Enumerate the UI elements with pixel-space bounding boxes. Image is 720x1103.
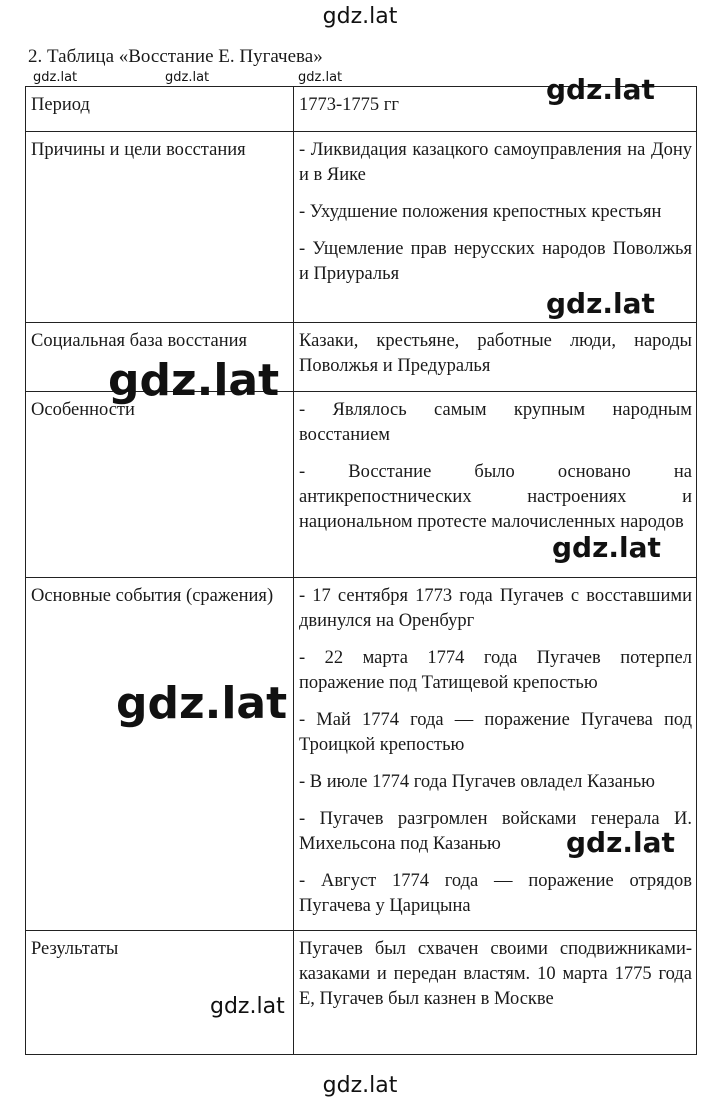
- row-item: - Август 1774 года — поражение отрядов Пугачева у Царицына: [299, 871, 692, 916]
- row-item: - 17 сентября 1773 года Пугачев с восставшими двинулся на Оренбург: [299, 586, 692, 631]
- uprising-table: [25, 86, 697, 1055]
- row-label: Причины и цели восстания: [26, 132, 294, 323]
- row-item: - Пугачев разгромлен войсками генерала И. Михельсона под Казанью: [299, 809, 692, 854]
- watermark-bottom: gdz.lat: [322, 1073, 398, 1098]
- watermark-small-2: gdz.lat: [165, 70, 210, 85]
- row-item: - В июле 1774 года Пугачев овладел Казанью: [299, 772, 655, 792]
- row-content: [294, 931, 697, 1055]
- watermark-large-2: gdz.lat: [546, 287, 655, 320]
- row-label: Особенности: [26, 392, 294, 578]
- row-content: [294, 323, 697, 392]
- row-item: - Ущемление прав нерусских народов Поволжья и Приуралья: [299, 239, 692, 284]
- row-item: - Май 1774 года — поражение Пугачева под Троицкой крепостью: [299, 710, 692, 755]
- row-label: Результаты: [26, 931, 294, 1055]
- row-item: - 22 марта 1774 года Пугачев потерпел поражение под Татищевой крепостью: [299, 648, 692, 693]
- watermark-large-6: gdz.lat: [566, 826, 675, 859]
- watermark-large-1: gdz.lat: [546, 73, 655, 106]
- table-caption: 2. Таблица «Восстание Е. Пугачева»: [28, 46, 323, 67]
- watermark-mid: gdz.lat: [210, 994, 285, 1019]
- watermark-large-4: gdz.lat: [552, 531, 661, 564]
- row-item: - Восстание было основано на антикрепостнических настроениях и национальном протесте малочисленных народов: [299, 462, 692, 532]
- watermark-small-1: gdz.lat: [33, 70, 78, 85]
- row-label: Основные события (сражения): [26, 578, 294, 931]
- row-item: 1773-1775 гг: [299, 95, 399, 115]
- row-item: - Ликвидация казацкого самоуправления на Дону и в Яике: [299, 140, 692, 185]
- watermark-small-3: gdz.lat: [298, 70, 343, 85]
- row-item: - Являлось самым крупным народным восстанием: [299, 400, 692, 445]
- row-item: Казаки, крестьяне, работные люди, народы Поволжья и Предуралья: [299, 331, 692, 376]
- watermark-large-3: gdz.lat: [108, 355, 280, 406]
- row-item: - Ухудшение положения крепостных крестьян: [299, 202, 662, 222]
- row-item: Пугачев был схвачен своими сподвижниками-казаками и передан властям. 10 марта 1775 года Е, Пугачев был казнен в Москве: [299, 939, 692, 1009]
- table-row: [26, 578, 697, 931]
- row-content: [294, 578, 697, 931]
- watermark-top: gdz.lat: [322, 4, 398, 29]
- row-label: Период: [26, 87, 294, 132]
- row-label: Социальная база восстания: [26, 323, 294, 392]
- table-row: [26, 931, 697, 1055]
- watermark-large-5: gdz.lat: [116, 678, 288, 729]
